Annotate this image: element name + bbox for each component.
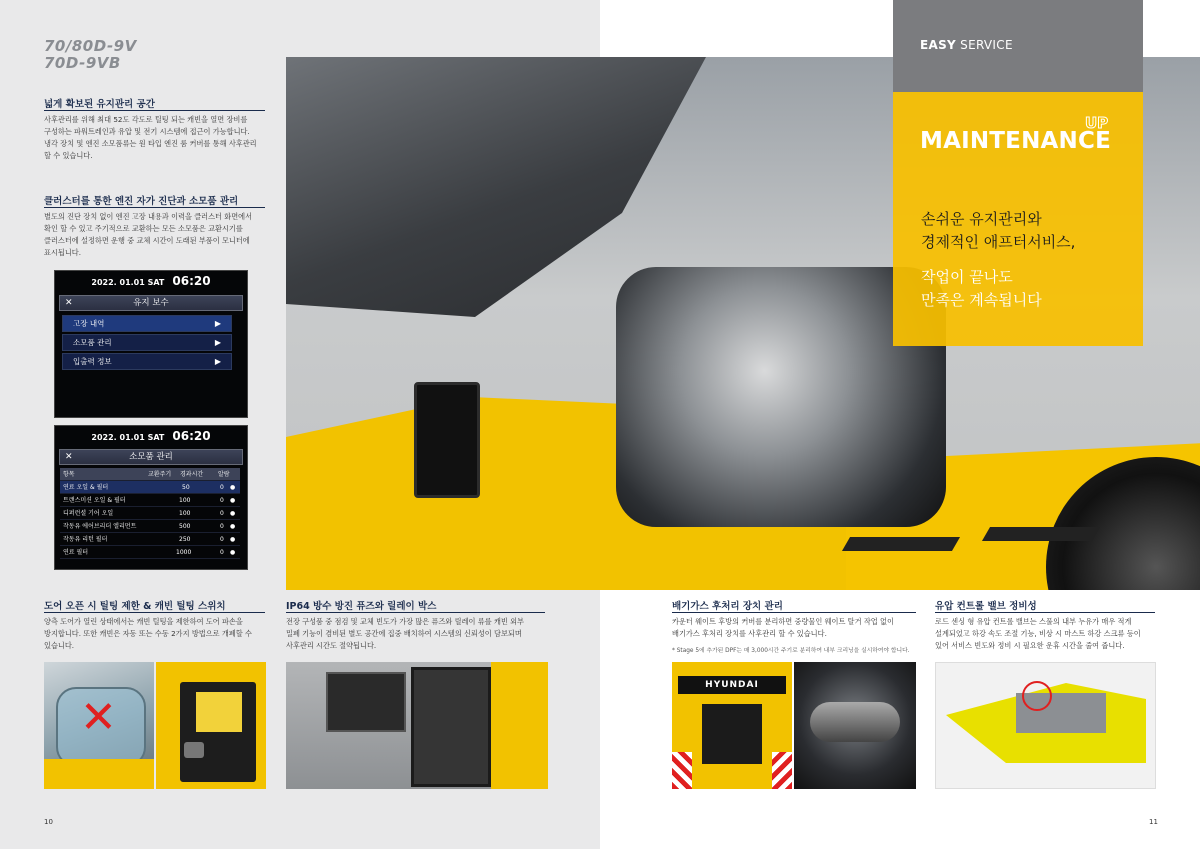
body-line: 밀폐 기능이 겸비된 별도 공간에 집중 배치하여 시스템의 신뢰성이 담보되며 bbox=[286, 629, 522, 638]
fuse-box-photo bbox=[286, 662, 548, 789]
black-strip bbox=[842, 537, 960, 551]
model-line-2: 70D-9VB bbox=[44, 54, 121, 72]
screen-datetime bbox=[55, 274, 247, 288]
consumables-table bbox=[60, 468, 240, 559]
headline-line: 만족은 계속됩니다 bbox=[921, 291, 1042, 309]
section-body-exhaust bbox=[672, 616, 922, 640]
row-cycle: 100 bbox=[179, 510, 191, 517]
body-line: 사후관리를 위해 최대 52도 각도로 틸팅 되는 캐빈을 열면 장비를 bbox=[44, 115, 248, 124]
exhaust-photo-1 bbox=[672, 662, 792, 789]
yellow-edge bbox=[491, 662, 548, 789]
column-header: 알람 bbox=[218, 471, 230, 478]
body-line: 양측 도어가 열린 상태에서는 캐빈 틸팅을 제한하여 도어 파손을 bbox=[44, 617, 243, 626]
menu-item-label: 고장 내역 bbox=[73, 319, 105, 328]
door-tilt-photo-1 bbox=[44, 662, 154, 789]
body-line: 표시됩니다. bbox=[44, 248, 82, 257]
door-tilt-photo-2 bbox=[156, 662, 266, 789]
body-line: 구성하는 파워트레인과 유압 및 전기 시스템에 접근이 가능합니다. bbox=[44, 127, 250, 136]
body-line: 카운터 웨이트 후방의 커버를 분리하면 중량물인 웨이트 탈거 작업 없이 bbox=[672, 617, 894, 626]
row-name: 디퍼런셜 기어 오일 bbox=[63, 510, 114, 517]
screen-header bbox=[59, 449, 243, 465]
body-line: 설계되었고 하강 속도 조절 기능, 비상 시 마스트 하강 스크류 등이 bbox=[935, 629, 1141, 638]
body-line: 별도의 진단 장치 없이 엔진 고장 내용과 이력을 클러스터 화면에서 bbox=[44, 212, 253, 221]
column-header: 경과시간 bbox=[180, 471, 204, 478]
row-cycle: 100 bbox=[179, 497, 191, 504]
section-body-valve bbox=[935, 616, 1160, 652]
body-line: 확인 할 수 있고 주기적으로 교환하는 모든 소모품은 교환시기를 bbox=[44, 224, 243, 233]
section-rule bbox=[44, 110, 265, 111]
menu-item-fault-history[interactable] bbox=[62, 315, 232, 332]
wrench-icon: ✕ bbox=[65, 298, 73, 308]
row-elapsed: 0 bbox=[220, 536, 224, 543]
easy-service-label bbox=[920, 38, 1013, 52]
body-line: 있습니다. bbox=[44, 641, 75, 650]
section-rule bbox=[44, 207, 265, 208]
rear-opening bbox=[702, 704, 762, 764]
section-rule bbox=[286, 612, 545, 613]
dpf-unit bbox=[810, 702, 900, 742]
alarm-dot-icon: ● bbox=[230, 523, 236, 530]
section-body-cluster-diagnosis bbox=[44, 211, 269, 259]
section-body-maintenance-space bbox=[44, 114, 269, 162]
alarm-dot-icon: ● bbox=[230, 484, 236, 491]
yellow-base bbox=[44, 759, 154, 789]
screen-time: 06:20 bbox=[172, 429, 211, 443]
warning-label bbox=[196, 692, 242, 732]
alarm-dot-icon: ● bbox=[230, 549, 236, 556]
screen-time: 06:20 bbox=[172, 274, 211, 288]
headline-primary bbox=[921, 208, 1075, 254]
row-elapsed: 0 bbox=[220, 510, 224, 517]
warning-stripe bbox=[772, 752, 792, 789]
table-row[interactable] bbox=[60, 494, 240, 507]
menu-item-consumables[interactable] bbox=[62, 334, 232, 351]
headline-line: 손쉬운 유지관리와 bbox=[921, 210, 1042, 228]
alarm-dot-icon: ● bbox=[230, 536, 236, 543]
wrench-icon: ✕ bbox=[65, 452, 73, 462]
headline-line: 경제적인 애프터서비스, bbox=[921, 233, 1076, 251]
maintenance-title: MAINTENANCE bbox=[920, 128, 1111, 154]
easy-rest: SERVICE bbox=[956, 38, 1013, 52]
section-body-fuse-box bbox=[286, 616, 548, 652]
hyundai-brand: HYUNDAI bbox=[678, 676, 786, 694]
body-line: 냉각 장치 및 엔진 소모품류는 원 타입 엔진 룸 커버를 통해 사후관리 bbox=[44, 139, 257, 148]
section-rule bbox=[672, 612, 916, 613]
section-rule bbox=[44, 612, 265, 613]
highlight-circle bbox=[1022, 681, 1052, 711]
warning-stripe bbox=[672, 752, 692, 789]
body-line: 로드 센싱 형 유압 컨트롤 밸브는 스풀의 내부 누유가 매우 적게 bbox=[935, 617, 1132, 626]
row-elapsed: 0 bbox=[220, 549, 224, 556]
column-header: 항목 bbox=[63, 471, 75, 478]
row-name: 연료 필터 bbox=[63, 549, 89, 556]
body-line: 방지합니다. 또한 캐빈은 자동 또는 수동 2가지 방법으로 개폐할 수 bbox=[44, 629, 252, 638]
body-line: 있어 서비스 빈도와 정비 시 필요한 운휴 시간을 줄여 줍니다. bbox=[935, 641, 1125, 650]
arrow-right-icon: ▶ bbox=[214, 338, 221, 347]
arrow-right-icon: ▶ bbox=[214, 319, 221, 328]
screen-header-label: 소모품 관리 bbox=[129, 452, 173, 462]
section-title-door-tilt: 도어 오픈 시 틸팅 제한 & 캐빈 틸팅 스위치 bbox=[44, 601, 226, 612]
section-body-door-tilt bbox=[44, 616, 269, 652]
alarm-dot-icon: ● bbox=[230, 497, 236, 504]
row-name: 작동유 리턴 필터 bbox=[63, 536, 108, 543]
page-number-right: 11 bbox=[1149, 818, 1158, 826]
row-cycle: 50 bbox=[182, 484, 190, 491]
cluster-screen-maintenance bbox=[54, 270, 248, 418]
section-title-fuse-box: IP64 방수 방진 퓨즈와 릴레이 박스 bbox=[286, 601, 437, 612]
page-number-left: 10 bbox=[44, 818, 53, 826]
cross-mark-icon: ✕ bbox=[80, 692, 117, 743]
table-row[interactable] bbox=[60, 546, 240, 559]
body-line: 할 수 있습니다. bbox=[44, 151, 93, 160]
section-title-maintenance-space: 넓게 확보된 유지관리 공간 bbox=[44, 99, 155, 110]
fuse-box bbox=[326, 672, 406, 732]
screen-datetime bbox=[55, 429, 247, 443]
table-row[interactable] bbox=[60, 481, 240, 494]
body-line: 사후관리 시간도 절약됩니다. bbox=[286, 641, 377, 650]
table-row[interactable] bbox=[60, 507, 240, 520]
black-strip bbox=[982, 527, 1100, 541]
table-row[interactable] bbox=[60, 533, 240, 546]
headline-line: 작업이 끝나도 bbox=[921, 268, 1013, 286]
body-line: 전장 구성품 중 점검 및 교체 빈도가 가장 많은 퓨즈와 릴레이 류를 캐빈 외부 bbox=[286, 617, 524, 626]
screen-date: 2022. 01.01 SAT bbox=[91, 433, 165, 442]
row-elapsed: 0 bbox=[220, 497, 224, 504]
tilt-switch-icon bbox=[184, 742, 204, 758]
section-rule bbox=[935, 612, 1155, 613]
section-title-cluster-diagnosis: 클러스터를 통한 엔진 자가 진단과 소모품 관리 bbox=[44, 196, 239, 207]
table-header-row bbox=[60, 468, 240, 481]
body-line: 클러스터에 설정하면 운행 중 교체 시간이 도래된 부품이 모니터에 bbox=[44, 236, 250, 245]
alarm-dot-icon: ● bbox=[230, 510, 236, 517]
row-name: 연료 오일 & 필터 bbox=[63, 484, 109, 491]
exhaust-note: * Stage 5에 추가된 DPF는 매 3,000시간 주기로 분리하여 내부 크리닝을 실시하여야 합니다. bbox=[672, 648, 910, 654]
easy-bold: EASY bbox=[920, 38, 957, 52]
row-elapsed: 0 bbox=[220, 484, 224, 491]
cluster-screen-consumables bbox=[54, 425, 248, 570]
section-title-exhaust: 배기가스 후처리 장치 관리 bbox=[672, 601, 783, 612]
row-cycle: 500 bbox=[179, 523, 191, 530]
arrow-right-icon: ▶ bbox=[214, 357, 221, 366]
mirror-shape bbox=[414, 382, 480, 498]
body-line: 배기가스 후처리 장치를 사후관리 할 수 있습니다. bbox=[672, 629, 827, 638]
valve-diagram bbox=[935, 662, 1156, 789]
row-name: 작동유 에어브리더 엘리먼트 bbox=[63, 523, 137, 530]
headline-secondary bbox=[921, 266, 1042, 312]
exhaust-photo-2 bbox=[794, 662, 916, 789]
menu-item-label: 소모품 관리 bbox=[73, 338, 112, 347]
model-line-1: 70/80D-9V bbox=[44, 37, 137, 55]
menu-item-label: 입출력 정보 bbox=[73, 357, 112, 366]
table-row[interactable] bbox=[60, 520, 240, 533]
section-title-valve: 유압 컨트롤 밸브 정비성 bbox=[935, 601, 1037, 612]
row-elapsed: 0 bbox=[220, 523, 224, 530]
screen-header bbox=[59, 295, 243, 311]
box-door bbox=[411, 667, 491, 787]
model-title bbox=[44, 38, 137, 72]
screen-header-label: 유지 보수 bbox=[133, 298, 169, 308]
row-cycle: 1000 bbox=[176, 549, 192, 556]
row-cycle: 250 bbox=[179, 536, 191, 543]
column-header: 교환주기 bbox=[148, 471, 172, 478]
row-name: 트랜스미션 오일 & 필터 bbox=[63, 497, 126, 504]
screen-date: 2022. 01.01 SAT bbox=[91, 278, 165, 287]
menu-item-io-info[interactable] bbox=[62, 353, 232, 370]
up-label: UP bbox=[1085, 114, 1109, 132]
